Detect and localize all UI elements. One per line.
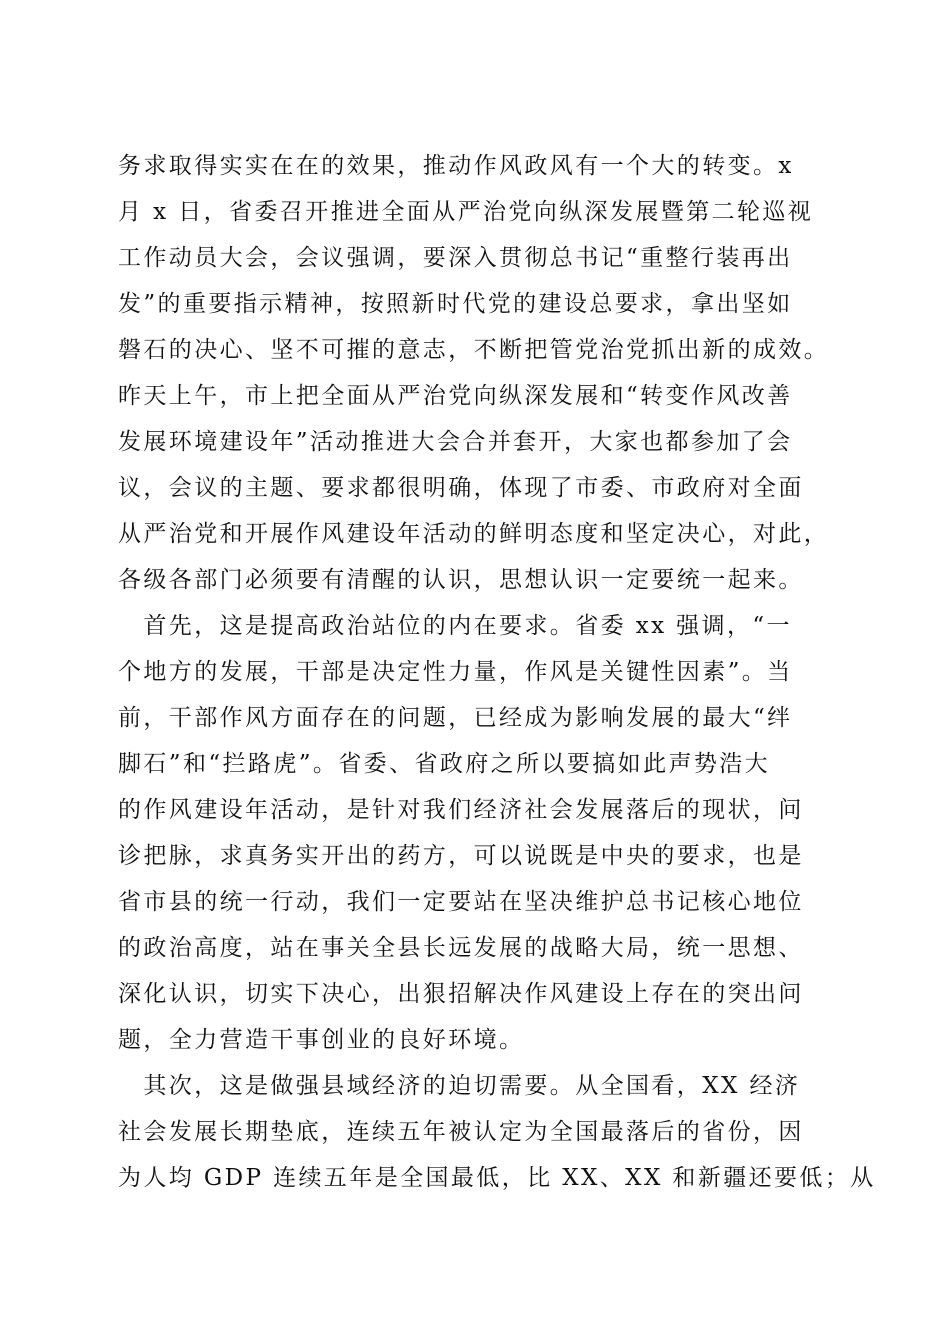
text-line: 议，会议的主题、要求都很明确，体现了市委、市政府对全面 (118, 475, 804, 501)
text-line: 为人均 GDP 连续五年是全国最低，比 XX、XX 和新疆还要低；从 (118, 1165, 876, 1191)
text-line: 的政治高度，站在事关全县长远发展的战略大局，统一思想、 (118, 935, 804, 961)
text-line: 磐石的决心、坚不可摧的意志，不断把管党治党抓出新的成效。 (118, 337, 830, 363)
text-line: 月 x 日，省委召开推进全面从严治党向纵深发展暨第二轮巡视 (118, 199, 814, 225)
text-line: 发”的重要指示精神，按照新时代党的建设总要求，拿出坚如 (118, 291, 793, 317)
text-line: 发展环境建设年”活动推进大会合并套开，大家也都参加了会 (118, 429, 793, 455)
text-line: 深化认识，切实下决心，出狠招解决作风建设上存在的突出问 (118, 981, 804, 1007)
paragraph-first-line: 首先，这是提高政治站位的内在要求。省委 xx 强调，“一 (118, 613, 792, 639)
text-line: 题，全力营造干事创业的良好环境。 (118, 1027, 525, 1053)
text-line: 省市县的统一行动，我们一定要站在坚决维护总书记核心地位 (118, 889, 804, 915)
text-line: 昨天上午，市上把全面从严治党向纵深发展和“转变作风改善 (118, 383, 793, 409)
text-line: 社会发展长期垫底，连续五年被认定为全国最落后的省份，因 (118, 1119, 804, 1145)
text-line: 脚石”和“拦路虎”。省委、省政府之所以要搞如此声势浩大 (118, 751, 771, 777)
text-line: 前，干部作风方面存在的问题，已经成为影响发展的最大“绊 (118, 705, 793, 731)
text-line: 诊把脉，求真务实开出的药方，可以说既是中央的要求，也是 (118, 843, 804, 869)
text-line: 各级各部门必须要有清醒的认识，思想认识一定要统一起来。 (118, 567, 804, 593)
paragraph-first-line: 其次，这是做强县域经济的迫切需要。从全国看，XX 经济 (118, 1073, 801, 1099)
body-text (118, 143, 876, 1201)
text-line: 工作动员大会，会议强调，要深入贯彻总书记“重整行装再出 (118, 245, 793, 271)
text-line: 个地方的发展，干部是决定性力量，作风是关键性因素”。当 (118, 659, 793, 685)
text-line: 务求取得实实在在的效果，推动作风政风有一个大的转变。x (118, 153, 794, 179)
text-line: 从严治党和开展作风建设年活动的鲜明态度和坚定决心，对此， (118, 521, 830, 547)
text-line: 的作风建设年活动，是针对我们经济社会发展落后的现状，问 (118, 797, 804, 823)
